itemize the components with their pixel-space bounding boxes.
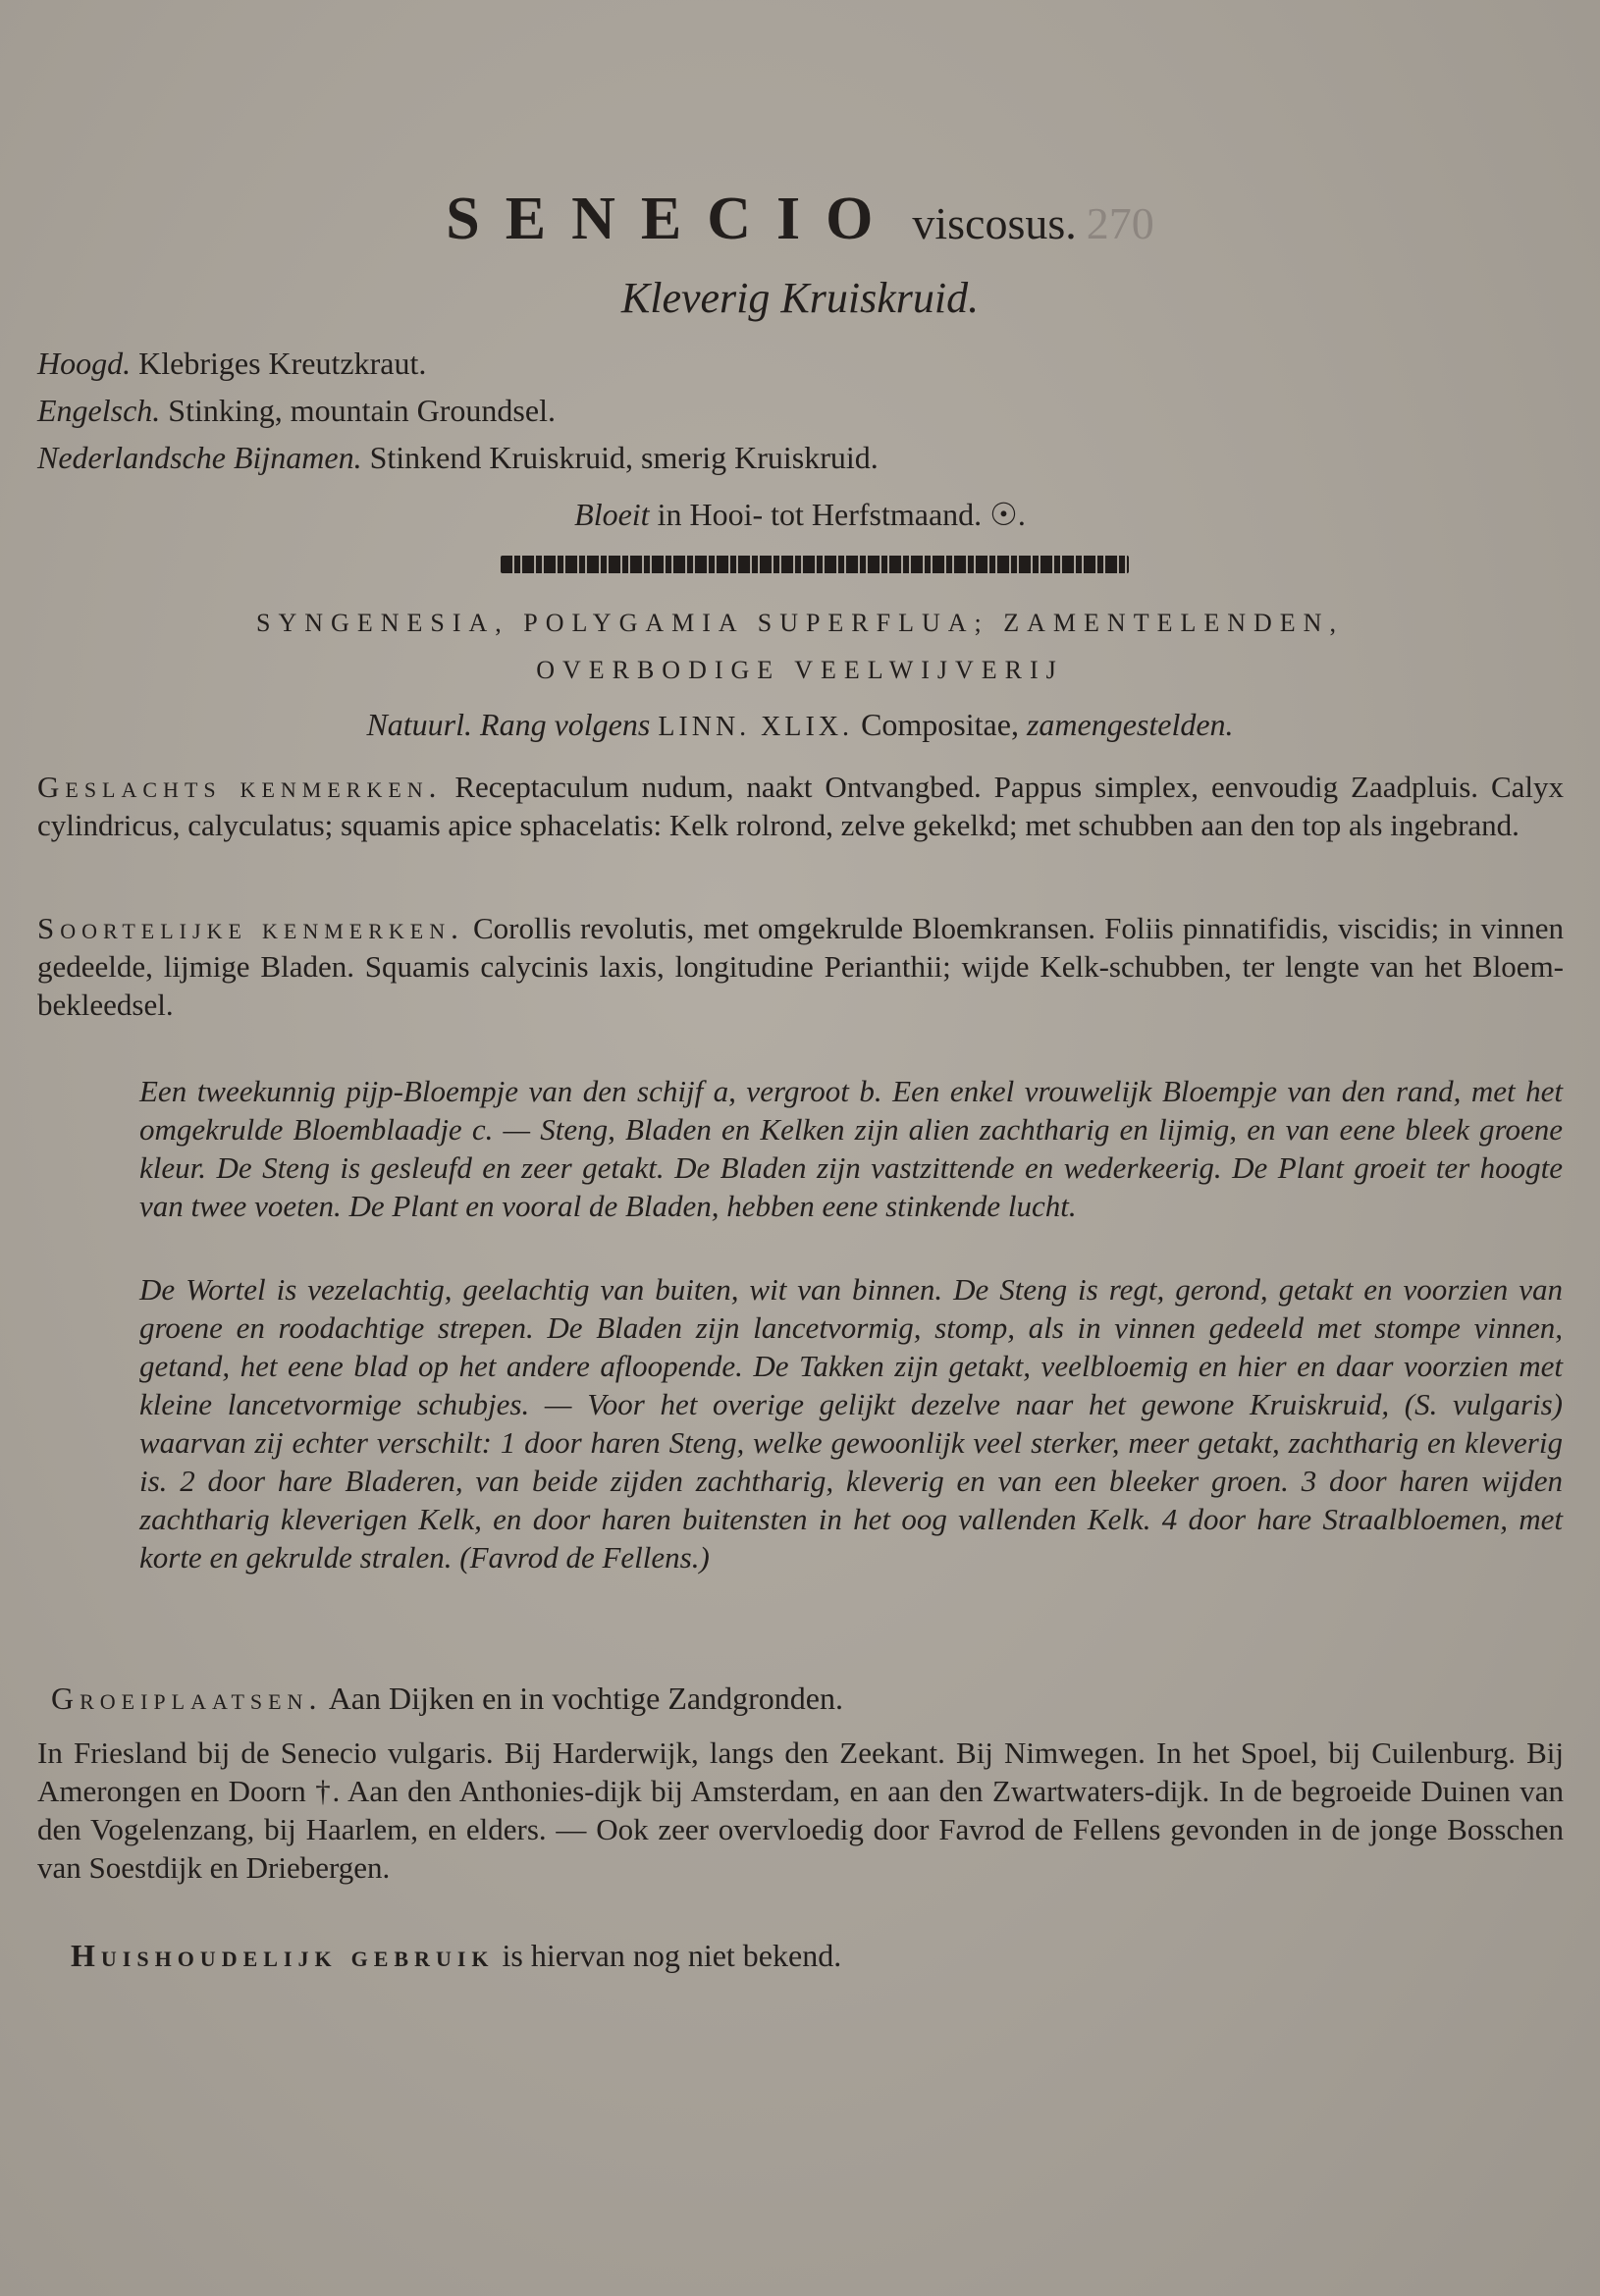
name-line-dutch xyxy=(37,440,879,476)
household-text: is hiervan nog niet bekend. xyxy=(502,1938,842,1973)
classification-line-1: SYNGENESIA, POLYGAMIA SUPERFLUA; ZAMENTELENDEN, xyxy=(256,609,1344,637)
name-line-english xyxy=(37,393,556,429)
locations-paragraph: In Friesland bij de Senecio vulgaris. Bij Harderwijk, langs den Zeekant. Bij Nimwegen. In het Spoel, bij Cuilenburg. Bij Amerongen en Doorn †. Aan den Anthonies-dijk bij Amsterdam, en aan den Zwartwaters-dijk. In de begroeide Duinen van den Vogelenzang, bij Haarlem, en elders. — Ook zeer overvloedig door Favrod de Fellens gevonden in de jonge Bosschen van Soestdijk en Driebergen. xyxy=(37,1735,1564,1885)
bloom-text: in Hooi- tot Herfstmaand. ☉. xyxy=(657,497,1026,532)
ornamental-divider xyxy=(501,556,1129,573)
name-text: Stinkend Kruiskruid, smerig Kruiskruid. xyxy=(369,440,879,475)
rank-linn: LINN. XLIX. xyxy=(658,712,854,742)
rank-prefix: Natuurl. Rang volgens xyxy=(366,707,651,742)
genus-text: Receptaculum nudum, naakt Ontvangbed. Pappus simplex, eenvoudig Zaadpluis. Calyx cylindricus, calyculatus; squamis apice sphacelatis: Kelk rolrond, zelve gekelkd; met schubben aan den top als ingebrand. xyxy=(37,770,1564,842)
species-characteristics xyxy=(37,909,1564,1024)
household-heading: Huishoudelijk gebruik xyxy=(71,1938,495,1973)
root-description: De Wortel is vezelachtig, geelachtig van buiten, wit van binnen. De Steng is regt, gerond, getakt en voorzien van groene en roodachtige strepen. De Bladen zijn lancetvormig, stomp, als in vinnen gedeeld met stompe vinnen, getand, het eene blad op het andere afloopende. De Takken zijn getakt, veelbloemig en hier en daar voorzien met kleine lancetvormige schubjes. — Voor het overige gelijkt dezelve naar het gewone Kruiskruid, (S. vulgaris) waarvan zij echter verschilt: 1 door haren Steng, welke gewoonlijk veel sterker, meer getakt, zachtharig en kleverig is. 2 door hare Bladeren, van beide zijden zachtharig, kleverig en van een bleeker groen. 3 door haren wijden zachtharig kleverigen Kelk, en door haren buitensten in het oog vallenden Kelk. 4 door hare Straalbloemen, met korte en gekrulde stralen. (Favrod de Fellens.) xyxy=(139,1272,1563,1575)
name-label: Engelsch. xyxy=(37,393,161,428)
bloom-line xyxy=(0,496,1600,533)
name-line-german xyxy=(37,346,426,382)
name-label: Hoogd. xyxy=(37,346,132,381)
dutch-title: Kleverig Kruiskruid. xyxy=(620,274,980,322)
genus-characteristics xyxy=(37,768,1564,844)
name-label: Nederlandsche Bijnamen. xyxy=(37,440,362,475)
name-text: Stinking, mountain Groundsel. xyxy=(168,393,556,428)
classification-line-2: OVERBODIGE VEELWIJVERIJ xyxy=(536,656,1064,684)
natural-rank xyxy=(0,707,1600,743)
habitat-line xyxy=(51,1681,843,1717)
bloom-label: Bloeit xyxy=(574,497,650,532)
habitat-heading: Groeiplaatsen. xyxy=(51,1681,323,1716)
species-heading: Soortelijke kenmerken. xyxy=(37,911,464,945)
habitat-text: Aan Dijken en in vochtige Zandgronden. xyxy=(328,1681,843,1716)
species-text: Corollis revolutis, met omgekrulde Bloemkransen. Foliis pinnatifidis, viscidis; in vinnen gedeelde, lijmige Bladen. Squamis calycinis laxis, longitudine Perianthii; wijde Kelk-schubben, ter lengte van het Bloem-bekleedsel. xyxy=(37,911,1565,1022)
figure-description: Een tweekunnig pijp-Bloempje van den schijf a, vergroot b. Een enkel vrouwelijk Bloempje van den rand, met het omgekrulde Bloemblaadje c. — Steng, Bladen en Kelken zijn alien zachtharig en lijmig, en van eene bleek groene kleur. De Steng is gesleufd en zeer getakt. De Bladen zijn vastzittende en wederkeerig. De Plant groeit ter hoogte van twee voeten. De Plant en vooral de Bladen, hebben eene stinkende lucht. xyxy=(139,1074,1563,1223)
genus-heading: Geslachts kenmerken. xyxy=(37,770,443,804)
household-line xyxy=(71,1938,841,1974)
page-title xyxy=(0,185,1600,254)
genus-name: SENECIO xyxy=(446,186,899,252)
name-text: Klebriges Kreutzkraut. xyxy=(138,346,427,381)
plate-number: 270 xyxy=(1086,198,1154,248)
rank-dutch: zamengestelden. xyxy=(1026,707,1234,742)
rank-latin: Compositae, xyxy=(861,707,1019,742)
species-name: viscosus. xyxy=(912,198,1077,248)
